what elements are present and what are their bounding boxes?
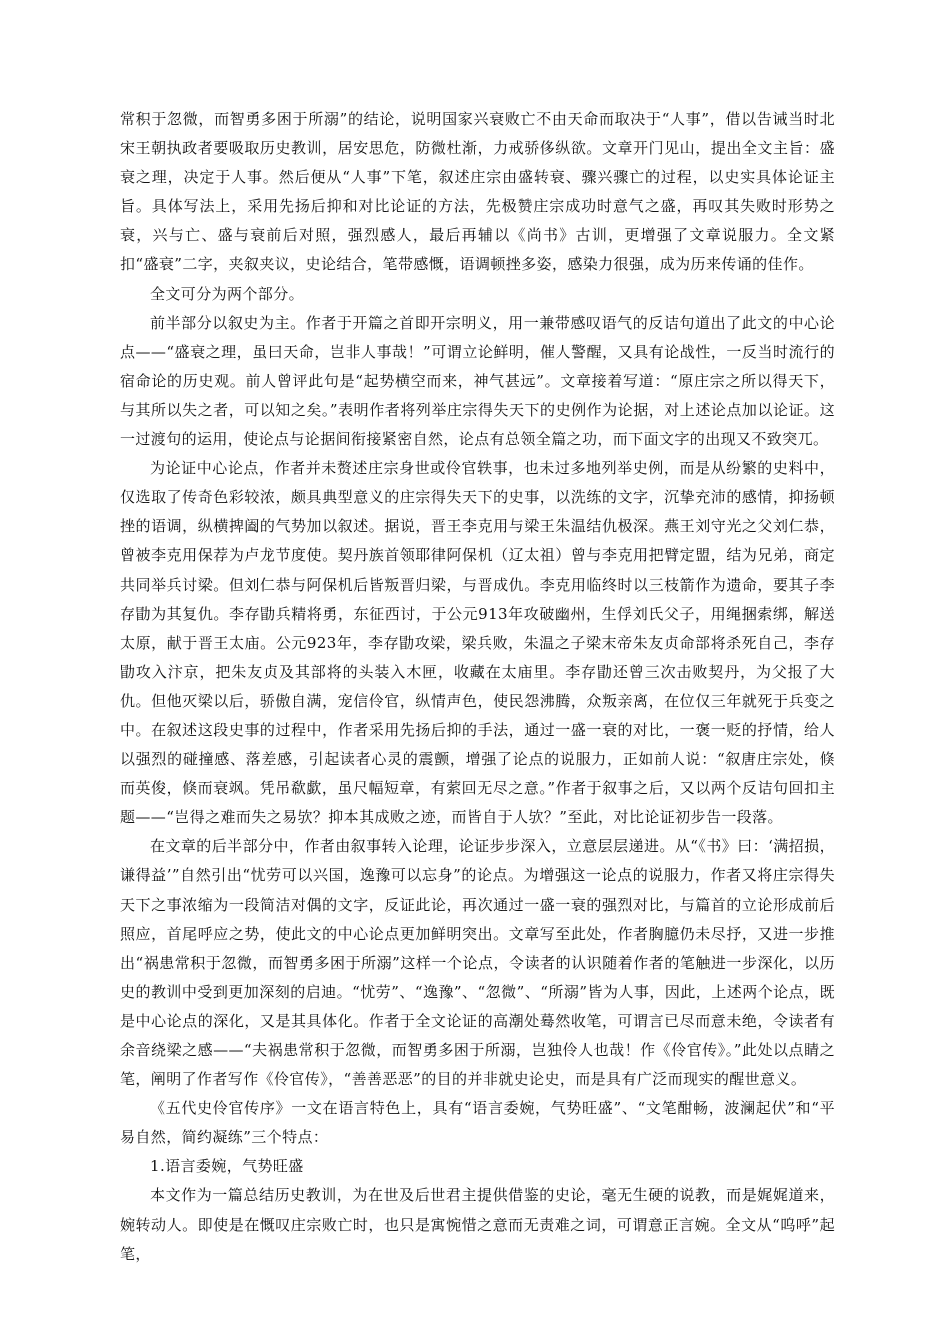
- paragraph-first-half: 前半部分以叙史为主。作者于开篇之首即开宗明义，用一兼带感叹语气的反诘句道出了此文的中心论点——“盛衰之理，虽曰天命，岂非人事哉！”可谓立论鲜明，催人警醒，又具有论战性，一反当时流行的宿命论的历史观。前人曾评此句是“起势横空而来，神气甚远”。文章接着写道：“原庄宗之所以得天下，与其所以失之者，可以知之矣。”表明作者将列举庄宗得失天下的史例作为论据，对上述论点加以论证。这一过渡句的运用，使论点与论据间衔接紧密自然，论点有总领全篇之功，而下面文字的出现又不致突兀。: [120, 313, 835, 449]
- paragraph-argument-history: 为论证中心论点，作者并未赘述庄宗身世或伶官轶事，也未过多地列举史例，而是从纷繁的史料中，仅选取了传奇色彩较浓，颇具典型意义的庄宗得失天下的史事，以洗练的文字，沉挚充沛的感情，抑扬顿挫的语调，纵横捭阖的气势加以叙述。据说，晋王李克用与梁王朱温结仇极深。燕王刘守光之父刘仁恭，曾被李克用保荐为卢龙节度使。契丹族首领耶律阿保机（辽太祖）曾与李克用把臂定盟，结为兄弟，商定共同举兵讨梁。但刘仁恭与阿保机后皆叛晋归梁，与晋成仇。李克用临终时以三枝箭作为遗命，要其子李存勖为其复仇。李存勖兵精将勇，东征西讨，于公元913年攻破幽州，生俘刘氏父子，用绳捆索绑，解送太原，献于晋王太庙。公元923年，李存勖攻梁，梁兵败，朱温之子梁末帝朱友贞命部将杀死自己，李存勖攻入汴京，把朱友贞及其部将的头装入木匣，收藏在太庙里。李存勖还曾三次击败契丹，为父报了大仇。但他灭梁以后，骄傲自满，宠信伶官，纵情声色，使民怨沸腾，众叛亲离，在位仅三年就死于兵变之中。在叙述这段史事的过程中，作者采用先扬后抑的手法，通过一盛一衰的对比，一褒一贬的抒情，给人以强烈的碰撞感、落差感，引起读者心灵的震颤，增强了论点的说服力，正如前人说：“叙唐庄宗处，倏而英俊，倏而衰飒。凭吊欷歔，虽尺幅短章，有萦回无尽之意。”作者于叙事之后，又以两个反诘句回扣主题——“岂得之难而失之易欤？抑本其成败之迹，而皆自于人欤？”至此，对比论证初步告一段落。: [120, 459, 835, 827]
- paragraph-language-tone: 本文作为一篇总结历史教训，为在世及后世君主提供借鉴的史论，毫无生硬的说教，而是娓娓道来，婉转动人。即使是在慨叹庄宗败亡时，也只是寓惋惜之意而无责难之词，可谓意正言婉。全文从“呜呼”起笔，: [120, 1186, 835, 1263]
- paragraph-structure-intro: 全文可分为两个部分。: [150, 284, 305, 303]
- section-heading-1: 1.语言委婉，气势旺盛: [150, 1157, 304, 1176]
- document-body: [120, 105, 835, 1269]
- paragraph-language-features: 《五代史伶官传序》一文在语言特色上，具有“语言委婉，气势旺盛”、“文笔酣畅，波澜起伏”和“平易自然，简约凝练”三个特点：: [120, 1099, 835, 1147]
- paragraph-second-half: 在文章的后半部分中，作者由叙事转入论理，论证步步深入，立意层层递进。从“《书》曰：‘满招损，谦得益’”自然引出“忧劳可以兴国，逸豫可以忘身”的论点。为增强这一论点的说服力，作者又将庄宗得失天下之事浓缩为一段简洁对偶的文字，反证此论，再次通过一盛一衰的强烈对比，与篇首的立论形成前后照应，首尾呼应之势，使此文的中心论点更加鲜明突出。文章写至此处，作者胸臆仍未尽抒，又进一步推出“祸患常积于忽微，而智勇多困于所溺”这样一个论点，令读者的认识随着作者的笔触进一步深化，以历史的教训中受到更加深刻的启迪。“忧劳”、“逸豫”、“忽微”、“所溺”皆为人事，因此，上述两个论点，既是中心论点的深化，又是其具体化。作者于全文论证的高潮处蓦然收笔，可谓言已尽而意未绝，令读者有余音绕梁之感——“夫祸患常积于忽微，而智勇多困于所溺，岂独伶人也哉！作《伶官传》。”此处以点睛之笔，阐明了作者写作《伶官传》，“善善恶恶”的目的并非就史论史，而是具有广泛而现实的醒世意义。: [120, 837, 835, 1089]
- paragraph-continuation: 常积于忽微，而智勇多困于所溺”的结论，说明国家兴衰败亡不由天命而取决于“人事”，借以告诫当时北宋王朝执政者要吸取历史教训，居安思危，防微杜渐，力戒骄侈纵欲。文章开门见山，提出全文主旨：盛衰之理，决定于人事。然后便从“人事”下笔，叙述庄宗由盛转衰、骤兴骤亡的过程，以史实具体论证主旨。具体写法上，采用先扬后抑和对比论证的方法，先极赞庄宗成功时意气之盛，再叹其失败时形势之衰，兴与亡、盛与衰前后对照，强烈感人，最后再辅以《尚书》古训，更增强了文章说服力。全文紧扣“盛衰”二字，夹叙夹议，史论结合，笔带感慨，语调顿挫多姿，感染力很强，成为历来传诵的佳作。: [120, 110, 835, 274]
